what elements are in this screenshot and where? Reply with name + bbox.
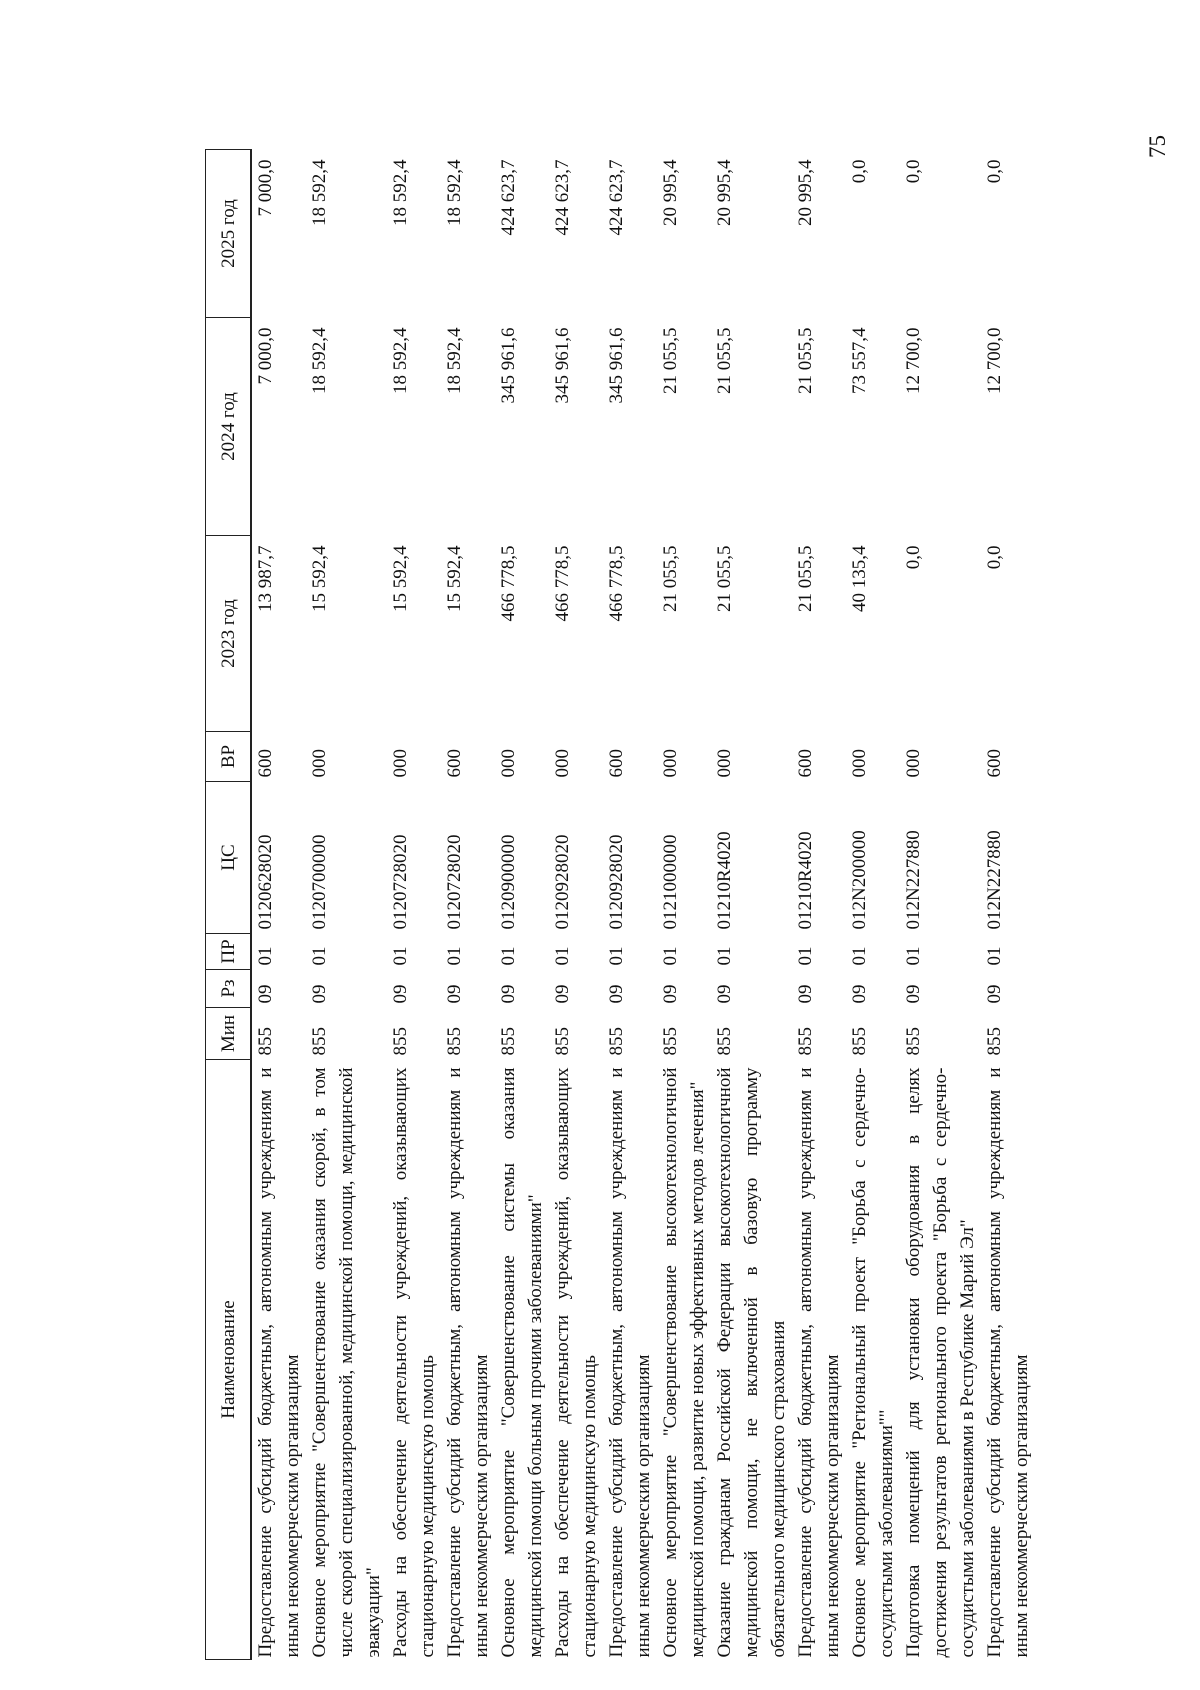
cell-2024: 7 000,0	[255, 327, 276, 385]
cell-name: Предоставление субсидий бюджетным, автономным учреждениям и иным некоммерческим организациям	[984, 1067, 1032, 1658]
cell-name: Основное мероприятие "Совершенствование оказания скорой, в том числе скорой специализированной, медицинской помощи, медицинской эвакуации"	[309, 1067, 384, 1658]
cell-rz: 09	[714, 984, 735, 1004]
cell-pr: 01	[498, 946, 519, 966]
header-name: Наименование	[206, 1060, 252, 1660]
cell-name: Основное мероприятие "Совершенствование высокотехнологичной медицинской помощи, развитие новых эффективных методов лечения"	[660, 1067, 708, 1658]
cell-2023: 15 592,4	[309, 545, 330, 612]
header-min: Мин	[206, 1008, 252, 1060]
cell-2025: 0,0	[903, 159, 924, 184]
cell-vr: 000	[714, 749, 735, 778]
table-row	[495, 150, 549, 1660]
table-row	[441, 150, 495, 1660]
cell-name: Расходы на обеспечение деятельности учреждений, оказывающих стационарную медицинскую помощь	[390, 1067, 438, 1658]
cell-vr: 000	[552, 749, 573, 778]
cell-pr: 01	[984, 946, 1005, 966]
table-row	[846, 150, 900, 1660]
table-row	[981, 150, 1035, 1660]
cell-pr: 01	[552, 946, 573, 966]
cell-cs: 012N227880	[984, 830, 1005, 930]
cell-2025: 424 623,7	[498, 159, 519, 236]
cell-cs: 0120900000	[498, 834, 519, 930]
cell-cs: 0120728020	[390, 834, 411, 930]
cell-2025: 20 995,4	[714, 159, 735, 226]
cell-2025: 0,0	[984, 159, 1005, 184]
cell-min: 855	[606, 1027, 627, 1056]
cell-2023: 21 055,5	[795, 545, 816, 612]
cell-pr: 01	[660, 946, 681, 966]
cell-min: 855	[984, 1027, 1005, 1056]
cell-2024: 18 592,4	[309, 327, 330, 394]
header-vr: ВР	[206, 732, 252, 782]
cell-rz: 09	[390, 984, 411, 1004]
cell-2024: 21 055,5	[795, 327, 816, 394]
cell-cs: 0121000000	[660, 834, 681, 930]
cell-min: 855	[903, 1027, 924, 1056]
cell-name: Оказание гражданам Российской Федерации высокотехнологичной медицинской помощи, не включенной в базовую программу обязательного медицинского страхования	[714, 1067, 789, 1658]
cell-2024: 21 055,5	[714, 327, 735, 394]
cell-vr: 000	[390, 749, 411, 778]
cell-cs: 0120728020	[444, 834, 465, 930]
cell-cs: 01210R4020	[795, 831, 816, 930]
page-number: 75	[1145, 135, 1170, 158]
cell-pr: 01	[795, 946, 816, 966]
cell-name: Предоставление субсидий бюджетным, автономным учреждениям и иным некоммерческим организациям	[606, 1067, 654, 1658]
cell-2023: 0,0	[984, 545, 1005, 570]
cell-2025: 20 995,4	[660, 159, 681, 226]
cell-2023: 466 778,5	[498, 545, 519, 622]
cell-pr: 01	[444, 946, 465, 966]
cell-cs: 012N200000	[849, 830, 870, 930]
cell-2024: 73 557,4	[849, 327, 870, 394]
cell-2025: 7 000,0	[255, 159, 276, 217]
cell-name: Подготовка помещений для установки оборудования в целях достижения результатов регионального проекта "Борьба с сердечно-сосудистыми заболеваниями в Республике Марий Эл"	[903, 1067, 978, 1658]
header-2024: 2024 год	[206, 318, 252, 536]
cell-2024: 18 592,4	[444, 327, 465, 394]
cell-min: 855	[255, 1027, 276, 1056]
cell-pr: 01	[390, 946, 411, 966]
table-row	[792, 150, 846, 1660]
cell-2023: 15 592,4	[390, 545, 411, 612]
cell-2023: 40 135,4	[849, 545, 870, 612]
cell-2023: 13 987,7	[255, 545, 276, 612]
cell-2025: 0,0	[849, 159, 870, 184]
cell-2024: 18 592,4	[390, 327, 411, 394]
cell-name: Основное мероприятие "Региональный проект "Борьба с сердечно-сосудистыми заболеваниями""	[849, 1067, 897, 1658]
cell-cs: 0120628020	[255, 834, 276, 930]
table-row	[549, 150, 603, 1660]
cell-rz: 09	[795, 984, 816, 1004]
cell-rz: 09	[984, 984, 1005, 1004]
cell-name: Предоставление субсидий бюджетным, автономным учреждениям и иным некоммерческим организациям	[444, 1067, 492, 1658]
cell-2024: 345 961,6	[498, 327, 519, 404]
cell-rz: 09	[255, 984, 276, 1004]
cell-rz: 09	[552, 984, 573, 1004]
cell-min: 855	[714, 1027, 735, 1056]
cell-vr: 000	[498, 749, 519, 778]
header-pr: ПР	[206, 934, 252, 970]
cell-vr: 000	[309, 749, 330, 778]
cell-name: Расходы на обеспечение деятельности учреждений, оказывающих стационарную медицинскую помощь	[552, 1067, 600, 1658]
cell-2025: 424 623,7	[552, 159, 573, 236]
cell-vr: 000	[903, 749, 924, 778]
cell-vr: 000	[660, 749, 681, 778]
cell-pr: 01	[849, 946, 870, 966]
table-row	[306, 150, 387, 1660]
cell-2024: 345 961,6	[552, 327, 573, 404]
cell-rz: 09	[444, 984, 465, 1004]
table-row	[387, 150, 441, 1660]
cell-min: 855	[849, 1027, 870, 1056]
cell-vr: 600	[606, 749, 627, 778]
cell-rz: 09	[849, 984, 870, 1004]
cell-vr: 000	[849, 749, 870, 778]
cell-2024: 12 700,0	[903, 327, 924, 394]
cell-pr: 01	[309, 946, 330, 966]
cell-cs: 012N227880	[903, 830, 924, 930]
budget-table	[205, 149, 1035, 1660]
cell-rz: 09	[660, 984, 681, 1004]
cell-rz: 09	[498, 984, 519, 1004]
cell-2023: 21 055,5	[714, 545, 735, 612]
cell-2023: 21 055,5	[660, 545, 681, 612]
cell-2025: 18 592,4	[309, 159, 330, 226]
header-2023: 2023 год	[206, 536, 252, 732]
cell-2024: 12 700,0	[984, 327, 1005, 394]
table-row	[657, 150, 711, 1660]
table-row	[251, 150, 306, 1660]
cell-2025: 20 995,4	[795, 159, 816, 226]
cell-rz: 09	[903, 984, 924, 1004]
cell-vr: 600	[984, 749, 1005, 778]
cell-name: Основное мероприятие "Совершенствование системы оказания медицинской помощи больным прочими заболеваниями"	[498, 1067, 546, 1658]
cell-name: Предоставление субсидий бюджетным, автономным учреждениям и иным некоммерческим организациям	[255, 1067, 303, 1658]
table-row	[711, 150, 792, 1660]
cell-min: 855	[660, 1027, 681, 1056]
cell-vr: 600	[444, 749, 465, 778]
cell-rz: 09	[606, 984, 627, 1004]
budget-sheet	[205, 150, 1035, 1660]
cell-2023: 466 778,5	[606, 545, 627, 622]
cell-name: Предоставление субсидий бюджетным, автономным учреждениям и иным некоммерческим организациям	[795, 1067, 843, 1658]
cell-2025: 18 592,4	[390, 159, 411, 226]
cell-vr: 600	[255, 749, 276, 778]
table-row	[603, 150, 657, 1660]
header-rz: Рз	[206, 970, 252, 1008]
cell-2023: 466 778,5	[552, 545, 573, 622]
cell-pr: 01	[714, 946, 735, 966]
cell-2024: 21 055,5	[660, 327, 681, 394]
cell-pr: 01	[606, 946, 627, 966]
cell-2025: 424 623,7	[606, 159, 627, 236]
header-2025: 2025 год	[206, 150, 252, 318]
header-cs: ЦС	[206, 782, 252, 934]
cell-min: 855	[390, 1027, 411, 1056]
cell-min: 855	[795, 1027, 816, 1056]
cell-min: 855	[309, 1027, 330, 1056]
cell-cs: 0120928020	[606, 834, 627, 930]
table-row	[900, 150, 981, 1660]
cell-pr: 01	[903, 946, 924, 966]
cell-pr: 01	[255, 946, 276, 966]
cell-rz: 09	[309, 984, 330, 1004]
cell-cs: 0120928020	[552, 834, 573, 930]
cell-2023: 0,0	[903, 545, 924, 570]
cell-2024: 345 961,6	[606, 327, 627, 404]
table-body	[251, 150, 1035, 1660]
cell-vr: 600	[795, 749, 816, 778]
table-header-row	[206, 150, 252, 1660]
cell-min: 855	[498, 1027, 519, 1056]
cell-cs: 0120700000	[309, 834, 330, 930]
cell-2025: 18 592,4	[444, 159, 465, 226]
cell-min: 855	[444, 1027, 465, 1056]
cell-min: 855	[552, 1027, 573, 1056]
cell-2023: 15 592,4	[444, 545, 465, 612]
cell-cs: 01210R4020	[714, 831, 735, 930]
